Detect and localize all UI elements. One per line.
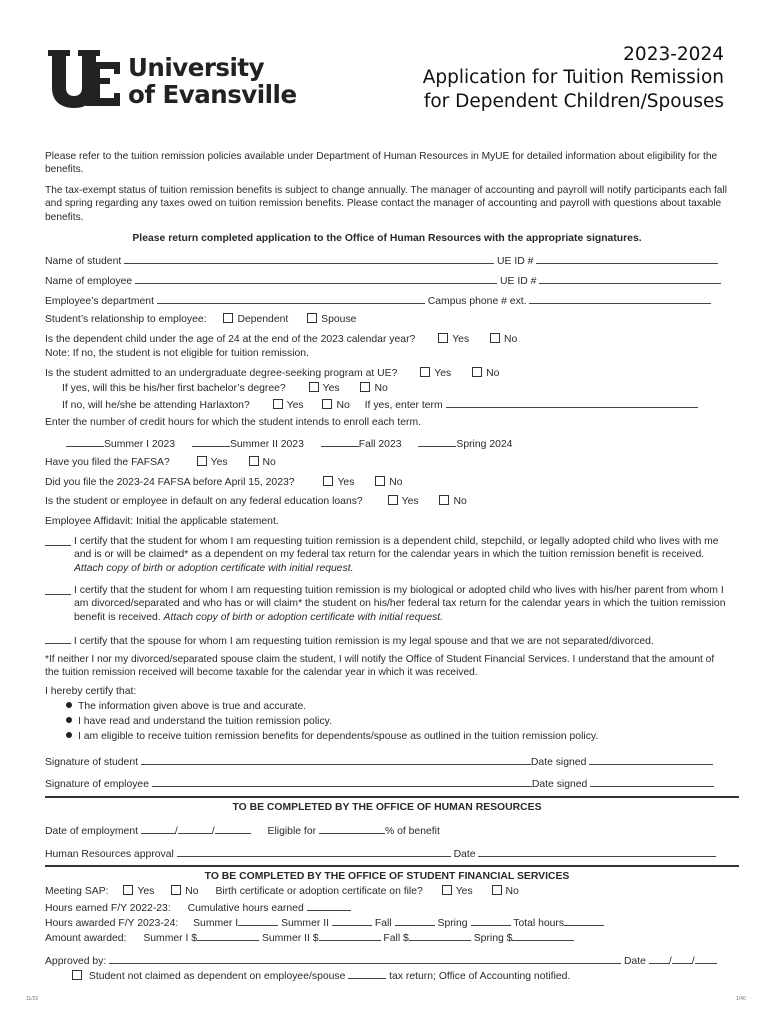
sap-yes-checkbox[interactable]: Yes [123,886,154,897]
ue-logo-icon [46,48,122,110]
meeting-sap-label: Meeting SAP: [45,886,109,897]
employee-date-label: Date signed [531,779,588,790]
bullet-icon [66,702,72,708]
sfs-divider [45,865,739,867]
logo-line1: University [128,53,265,82]
hr-date-field[interactable] [478,846,716,857]
admitted-no-checkbox[interactable]: No [472,368,499,379]
sfs-heading: TO BE COMPLETED BY THE OFFICE OF STUDENT FINANCIAL SERVICES [204,871,570,882]
fall-hours-field[interactable] [321,436,359,447]
harlaxton-no-checkbox[interactable]: No [322,400,349,411]
date-employment-year[interactable] [215,823,251,834]
harlaxton-yes-checkbox[interactable]: Yes [273,400,304,411]
awarded-summer2-label: Summer II [281,918,329,929]
department-label: Employee’s department [45,296,154,307]
student-date-field[interactable] [589,754,713,765]
student-signature-label: Signature of student [45,757,139,768]
eligible-for-label: Eligible for [267,826,317,837]
summer2-hours-field[interactable] [192,436,230,447]
cumulative-label: Cumulative hours earned [187,903,304,914]
amount-spring-field[interactable] [512,930,574,941]
hr-approval-field[interactable] [177,846,451,857]
birth-cert-yes-checkbox[interactable]: Yes [442,886,473,897]
amount-fall-field[interactable] [409,930,471,941]
not-claimed-checkbox[interactable] [72,971,86,982]
summer1-hours-field[interactable] [66,436,104,447]
hours-earned-label: Hours earned F/Y 2022-23: [45,903,171,914]
approved-by-label: Approved by: [45,956,107,967]
sfs-date-year[interactable] [695,953,717,964]
awarded-spring-label: Spring [437,918,468,929]
not-claimed-year-field[interactable] [348,968,386,979]
bullet-icon [66,732,72,738]
age-yes-checkbox[interactable]: Yes [438,334,469,345]
approved-by-field[interactable] [109,953,621,964]
employee-name-label: Name of employee [45,276,133,287]
first-degree-yes-checkbox[interactable]: Yes [309,383,340,394]
hr-heading: TO BE COMPLETED BY THE OFFICE OF HUMAN RESOURCES [232,802,542,813]
sfs-date-day[interactable] [672,953,692,964]
term-summer2: Summer II 2023 [229,439,304,450]
student-signature-field[interactable] [141,754,531,765]
relationship-label: Student’s relationship to employee: [45,314,207,325]
awarded-summer1-label: Summer I [193,918,239,929]
cumulative-hours-field[interactable] [307,900,351,911]
age-question: Is the dependent child under the age of 24 at the end of the 2023 calendar year? [45,334,416,345]
employee-ue-id-field[interactable] [539,273,721,284]
employee-signature-label: Signature of employee [45,779,149,790]
ue-id-label-2: UE ID # [500,276,537,287]
university-logo [46,46,296,112]
certify-item-3: I am eligible to receive tuition remission benefits for dependents/spouse as outlined in the tuition remission policy. [66,731,598,742]
term-summer1: Summer I 2023 [104,439,176,450]
amount-summer2-label: Summer II $ [261,933,319,944]
amount-spring-label: Spring $ [473,933,513,944]
student-name-field[interactable] [124,253,494,264]
admitted-question: Is the student admitted to an undergraduate degree-seeking program at UE? [45,368,398,379]
birth-cert-label: Birth certificate or adoption certificate on file? [215,886,423,897]
awarded-summer2-field[interactable] [332,915,372,926]
affidavit-1-text: I certify that the student for whom I am requesting tuition remission is a dependent child, stepchild, or legally adopted child who lives with me and is or will be claimed* as a dependent on my federal tax return for the calendar years in which the tuition remission benefit is received. [74,536,719,561]
default-no-checkbox[interactable]: No [439,496,466,507]
not-claimed-text-2: tax return; Office of Accounting notified. [389,971,571,982]
amount-awarded-label: Amount awarded: [45,933,127,944]
department-field[interactable] [157,293,425,304]
footer-left-code: 11/22 [26,996,39,1002]
dependent-checkbox[interactable]: Dependent [223,314,288,325]
return-instruction: Please return completed application to the Office of Human Resources with the appropriate signatures. [132,233,642,244]
employee-signature-field[interactable] [152,776,532,787]
date-employment-label: Date of employment [45,826,138,837]
student-date-label: Date signed [530,757,587,768]
sap-no-checkbox[interactable]: No [171,886,198,897]
credit-hours-instruction: Enter the number of credit hours for which the student intends to enroll each term. [45,417,421,428]
age-note: Note: If no, the student is not eligible for tuition remission. [45,348,309,359]
affidavit-2-note: Attach copy of birth or adoption certificate with initial request. [163,611,444,623]
birth-cert-no-checkbox[interactable]: No [492,886,519,897]
fafsa-question: Have you filed the FAFSA? [45,457,170,468]
affidavit-1-initial[interactable] [45,535,71,546]
not-claimed-text-1: Student not claimed as dependent on employee/spouse [88,971,346,982]
certify-item-2: I have read and understand the tuition remission policy. [66,716,332,727]
fafsa-yes-checkbox[interactable]: Yes [197,457,228,468]
enter-term-label: If yes, enter term [364,400,443,411]
employee-name-field[interactable] [135,273,497,284]
spouse-checkbox[interactable]: Spouse [307,314,356,325]
eligible-percent-field[interactable] [319,823,385,834]
footer-right-code: 1/40 [736,996,746,1002]
fafsa-date-question: Did you file the 2023-24 FAFSA before April 15, 2023? [45,477,295,488]
form-title-line2: for Dependent Children/Spouses [423,91,724,112]
term-fall: Fall 2023 [358,439,402,450]
amount-summer1-label: Summer I $ [143,933,198,944]
intro-paragraph-1: Please refer to the tuition remission policies available under Department of Human Resources in MyUE for detailed information about eligibility for the benefits. [45,151,718,176]
campus-phone-field[interactable] [529,293,711,304]
sfs-date-month[interactable] [649,953,669,964]
certify-heading: I hereby certify that: [45,686,137,697]
awarded-spring-field[interactable] [471,915,511,926]
total-hours-field[interactable] [564,915,604,926]
awarded-fall-label: Fall [374,918,392,929]
affidavit-footnote: *If neither I nor my divorced/separated spouse claim the student, I will notify the Office of Student Financial Services. I understand that the amount of the tuition remission received will become taxable for the calendar year in which it was received. [45,654,715,679]
admitted-yes-checkbox[interactable]: Yes [420,368,451,379]
term-spring: Spring 2024 [456,439,513,450]
student-ue-id-field[interactable] [536,253,718,264]
form-year: 2023-2024 [623,44,724,65]
affidavit-1-note: Attach copy of birth or adoption certificate with initial request. [74,562,354,574]
awarded-fall-field[interactable] [395,915,435,926]
enter-term-field[interactable] [446,397,698,408]
fafsa-date-no-checkbox[interactable]: No [375,477,402,488]
student-name-label: Name of student [45,256,122,267]
affidavit-3-text: I certify that the spouse for whom I am requesting tuition remission is my legal spouse and that we are not separated/divorced. [73,636,654,647]
spring-hours-field[interactable] [418,436,456,447]
amount-summer2-field[interactable] [319,930,381,941]
fafsa-no-checkbox[interactable]: No [249,457,276,468]
default-yes-checkbox[interactable]: Yes [388,496,419,507]
hours-awarded-label: Hours awarded F/Y 2023-24: [45,918,179,929]
fafsa-date-yes-checkbox[interactable]: Yes [323,477,354,488]
affidavit-2-text: I certify that the student for whom I am requesting tuition remission is my biological or adopted child who lives with his/her parent from whom I am divorced/separated and who has or will claim* the student on his/her federal tax return for the calendar years in which the tuition remission benefit is received. [74,585,726,623]
harlaxton-question: If no, will he/she be attending Harlaxton? [62,400,250,411]
certify-item-1: The information given above is true and accurate. [66,701,306,712]
default-question: Is the student or employee in default on any federal education loans? [45,496,363,507]
ue-id-label: UE ID # [497,256,534,267]
affidavit-3-initial[interactable] [45,633,71,644]
bullet-icon [66,717,72,723]
sfs-date-label: Date [624,956,646,967]
hr-approval-label: Human Resources approval [45,849,174,860]
hr-divider [45,796,739,798]
awarded-summer1-field[interactable] [238,915,278,926]
campus-phone-label: Campus phone # ext. [427,296,527,307]
hr-date-label: Date [453,849,476,860]
total-hours-label: Total hours [513,918,565,929]
percent-benefit-label: % of benefit [384,826,440,837]
intro-paragraph-2: The tax-exempt status of tuition remission benefits is subject to change annually. The manager of accounting and payroll will notify participants each fall and spring regarding any taxes owed on tuition remission benefits. Please contact the manager of accounting and payroll with questions about taxable benefits. [45,185,727,223]
first-degree-no-checkbox[interactable]: No [360,383,387,394]
amount-fall-label: Fall $ [383,933,409,944]
logo-line2: of Evansville [128,80,297,109]
affidavit-heading: Employee Affidavit: Initial the applicable statement. [45,516,279,527]
employee-date-field[interactable] [590,776,714,787]
age-no-checkbox[interactable]: No [490,334,517,345]
affidavit-2-initial[interactable] [45,584,71,595]
date-employment-day[interactable] [178,823,212,834]
first-degree-question: If yes, will this be his/her first bachelor’s degree? [62,383,286,394]
form-title-line1: Application for Tuition Remission [422,67,724,88]
date-employment-month[interactable] [141,823,175,834]
amount-summer1-field[interactable] [197,930,259,941]
